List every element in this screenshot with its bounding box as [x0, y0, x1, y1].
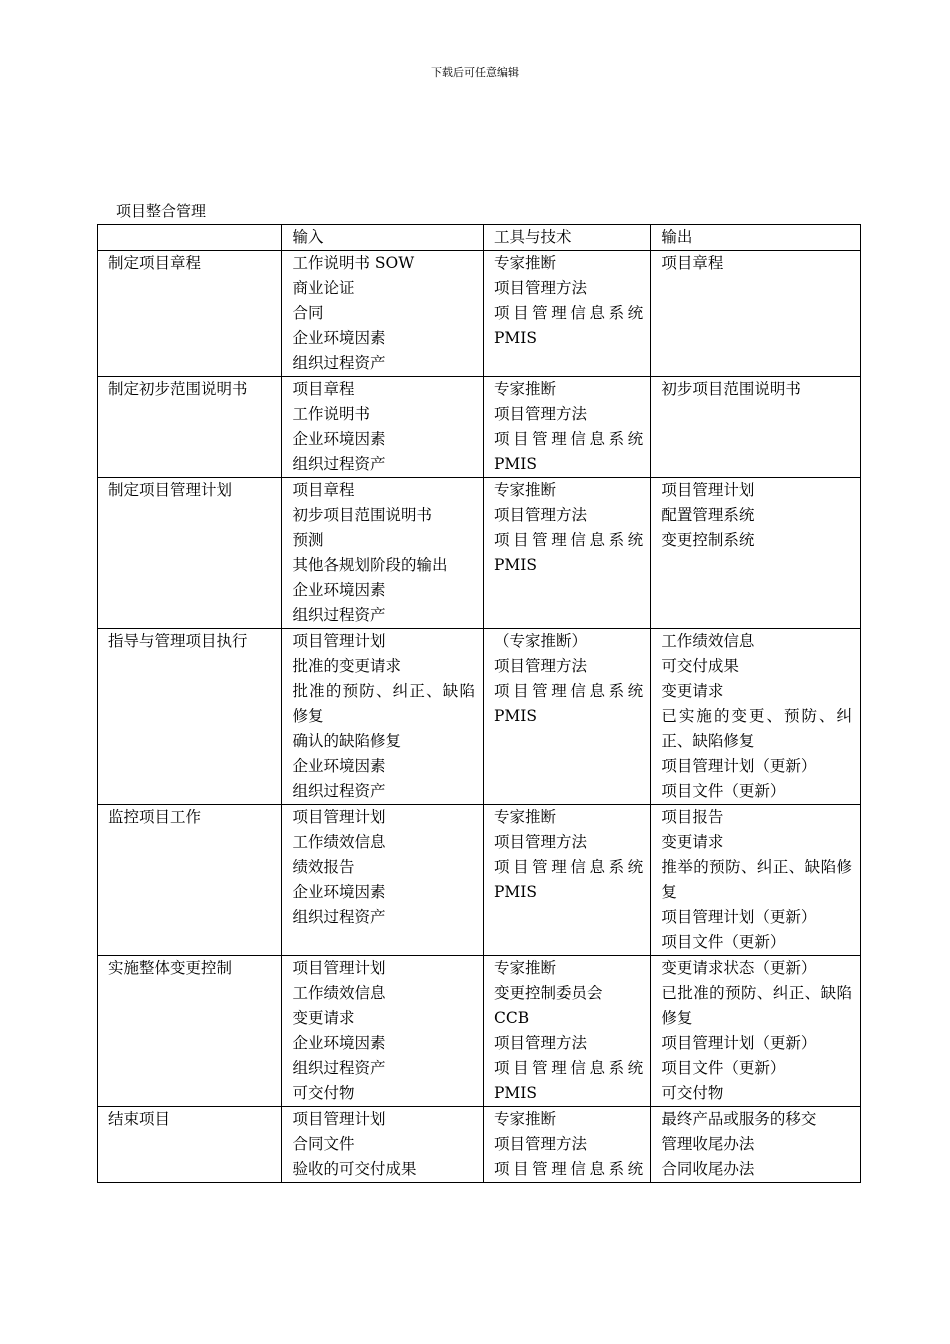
input-item: 批准的预防、纠正、缺陷修复	[292, 682, 475, 725]
output-item: 合同收尾办法	[661, 1160, 755, 1178]
outputs-cell	[651, 1107, 861, 1183]
input-item: 工作说明书	[292, 405, 370, 423]
tool-item: PMIS	[493, 883, 538, 901]
process-name-cell	[98, 478, 282, 629]
outputs-cell	[651, 805, 861, 956]
process-name-cell	[98, 956, 282, 1107]
process-name-cell	[98, 629, 282, 805]
tools-cell	[483, 629, 650, 805]
inputs-cell	[282, 251, 484, 377]
output-item: 项目章程	[661, 254, 724, 272]
tool-item: 项目管理方法	[493, 279, 587, 297]
input-item: 企业环境因素	[292, 1034, 386, 1052]
input-item: 验收的可交付成果	[292, 1160, 417, 1178]
tool-item: 项目管理方法	[493, 657, 587, 675]
tool-item: CCB	[493, 1009, 530, 1027]
tool-item: 项目管理信息系统	[493, 430, 647, 448]
output-item: 项目管理计划（更新）	[661, 908, 817, 926]
input-item: 项目管理计划	[292, 632, 386, 650]
tool-item: 项目管理方法	[493, 405, 587, 423]
input-item: 企业环境因素	[292, 883, 386, 901]
table-row	[98, 629, 861, 805]
process-name: 实施整体变更控制	[108, 959, 233, 977]
input-item: 项目管理计划	[292, 808, 386, 826]
tool-item: PMIS	[493, 455, 538, 473]
output-item: 变更请求	[661, 833, 724, 851]
tool-item: 项目管理方法	[493, 1135, 587, 1153]
input-item: 组织过程资产	[292, 1059, 386, 1077]
tools-cell	[483, 251, 650, 377]
output-item: 变更控制系统	[661, 531, 755, 549]
process-name: 制定初步范围说明书	[108, 380, 248, 398]
tools-cell	[483, 377, 650, 478]
inputs-cell	[282, 1107, 484, 1183]
table-row	[98, 251, 861, 377]
output-item: 项目管理计划（更新）	[661, 1034, 817, 1052]
table-row	[98, 805, 861, 956]
process-name-cell	[98, 251, 282, 377]
table-row	[98, 377, 861, 478]
tool-item: 专家推断	[493, 380, 556, 398]
table-row	[98, 1107, 861, 1183]
input-item: 组织过程资产	[292, 354, 386, 372]
tools-cell	[483, 805, 650, 956]
input-item: 项目章程	[292, 481, 355, 499]
tool-item: 专家推断	[493, 808, 556, 826]
section-title: 项目整合管理	[116, 202, 207, 220]
tool-item: 项目管理方法	[493, 506, 587, 524]
output-item: 已批准的预防、纠正、缺陷修复	[661, 984, 852, 1027]
process-name: 监控项目工作	[108, 808, 202, 826]
tool-item: （专家推断）	[493, 632, 587, 650]
tool-item: 项目管理信息系统	[493, 1059, 647, 1077]
header-process	[98, 225, 282, 251]
process-name: 指导与管理项目执行	[108, 632, 248, 650]
tool-item: 项目管理方法	[493, 1034, 587, 1052]
process-name-cell	[98, 805, 282, 956]
tool-item: 专家推断	[493, 959, 556, 977]
output-item: 变更请求	[661, 682, 724, 700]
input-item: 初步项目范围说明书	[292, 506, 432, 524]
output-item: 可交付成果	[661, 657, 739, 675]
input-item: 预测	[292, 531, 324, 549]
tool-item: PMIS	[493, 707, 538, 725]
outputs-cell	[651, 629, 861, 805]
process-name: 结束项目	[108, 1110, 171, 1128]
tool-item: 变更控制委员会	[493, 984, 603, 1002]
output-item: 项目管理计划（更新）	[661, 757, 817, 775]
tool-item: 专家推断	[493, 481, 556, 499]
tool-item: PMIS	[493, 556, 538, 574]
process-name-cell	[98, 377, 282, 478]
output-item: 已实施的变更、预防、纠正、缺陷修复	[661, 707, 852, 750]
tool-item: 项目管理信息系统	[493, 304, 647, 322]
tools-cell	[483, 1107, 650, 1183]
input-item: 工作绩效信息	[292, 984, 386, 1002]
input-item: 变更请求	[292, 1009, 355, 1027]
output-item: 工作绩效信息	[661, 632, 755, 650]
input-item: 企业环境因素	[292, 430, 386, 448]
input-item: 企业环境因素	[292, 757, 386, 775]
tool-item: 专家推断	[493, 254, 556, 272]
output-item: 项目文件（更新）	[661, 933, 786, 951]
output-item: 初步项目范围说明书	[661, 380, 801, 398]
output-item: 最终产品或服务的移交	[661, 1110, 817, 1128]
tool-item: 项目管理信息系统	[493, 531, 647, 549]
input-item: 工作说明书 SOW	[292, 254, 415, 272]
tool-item: PMIS	[493, 1084, 538, 1102]
output-item: 项目文件（更新）	[661, 1059, 786, 1077]
input-item: 批准的变更请求	[292, 657, 401, 675]
page-header: 下载后可任意编辑	[431, 66, 519, 79]
header-tools: 工具与技术	[483, 225, 650, 251]
input-item: 可交付物	[292, 1084, 355, 1102]
table-body	[98, 251, 861, 1183]
table-row	[98, 956, 861, 1107]
input-item: 合同文件	[292, 1135, 355, 1153]
tool-item: 项目管理信息系统	[493, 682, 647, 700]
inputs-cell	[282, 377, 484, 478]
header-outputs: 输出	[651, 225, 861, 251]
outputs-cell	[651, 956, 861, 1107]
output-item: 管理收尾办法	[661, 1135, 755, 1153]
input-item: 组织过程资产	[292, 908, 386, 926]
output-item: 项目文件（更新）	[661, 782, 786, 800]
process-name-cell	[98, 1107, 282, 1183]
inputs-cell	[282, 629, 484, 805]
outputs-cell	[651, 251, 861, 377]
process-name: 制定项目章程	[108, 254, 202, 272]
tools-cell	[483, 478, 650, 629]
input-item: 确认的缺陷修复	[292, 732, 401, 750]
input-item: 合同	[292, 304, 324, 322]
tool-item: 项目管理信息系统	[493, 858, 647, 876]
itto-table	[97, 224, 861, 1183]
output-item: 项目报告	[661, 808, 724, 826]
process-name: 制定项目管理计划	[108, 481, 233, 499]
tool-item: 专家推断	[493, 1110, 556, 1128]
input-item: 项目管理计划	[292, 1110, 386, 1128]
table-header-row	[98, 225, 861, 251]
inputs-cell	[282, 478, 484, 629]
input-item: 项目章程	[292, 380, 355, 398]
header-inputs: 输入	[282, 225, 484, 251]
inputs-cell	[282, 805, 484, 956]
tool-item: 项目管理信息系统	[493, 1160, 647, 1178]
output-item: 项目管理计划	[661, 481, 755, 499]
input-item: 绩效报告	[292, 858, 355, 876]
output-item: 推举的预防、纠正、缺陷修复	[661, 858, 852, 901]
table-row	[98, 478, 861, 629]
input-item: 其他各规划阶段的输出	[292, 556, 448, 574]
input-item: 组织过程资产	[292, 455, 386, 473]
input-item: 项目管理计划	[292, 959, 386, 977]
input-item: 组织过程资产	[292, 782, 386, 800]
outputs-cell	[651, 478, 861, 629]
tool-item: 项目管理方法	[493, 833, 587, 851]
tools-cell	[483, 956, 650, 1107]
input-item: 组织过程资产	[292, 606, 386, 624]
outputs-cell	[651, 377, 861, 478]
output-item: 配置管理系统	[661, 506, 755, 524]
input-item: 商业论证	[292, 279, 355, 297]
inputs-cell	[282, 956, 484, 1107]
output-item: 变更请求状态（更新）	[661, 959, 817, 977]
tool-item: PMIS	[493, 329, 538, 347]
input-item: 企业环境因素	[292, 329, 386, 347]
input-item: 工作绩效信息	[292, 833, 386, 851]
output-item: 可交付物	[661, 1084, 724, 1102]
input-item: 企业环境因素	[292, 581, 386, 599]
